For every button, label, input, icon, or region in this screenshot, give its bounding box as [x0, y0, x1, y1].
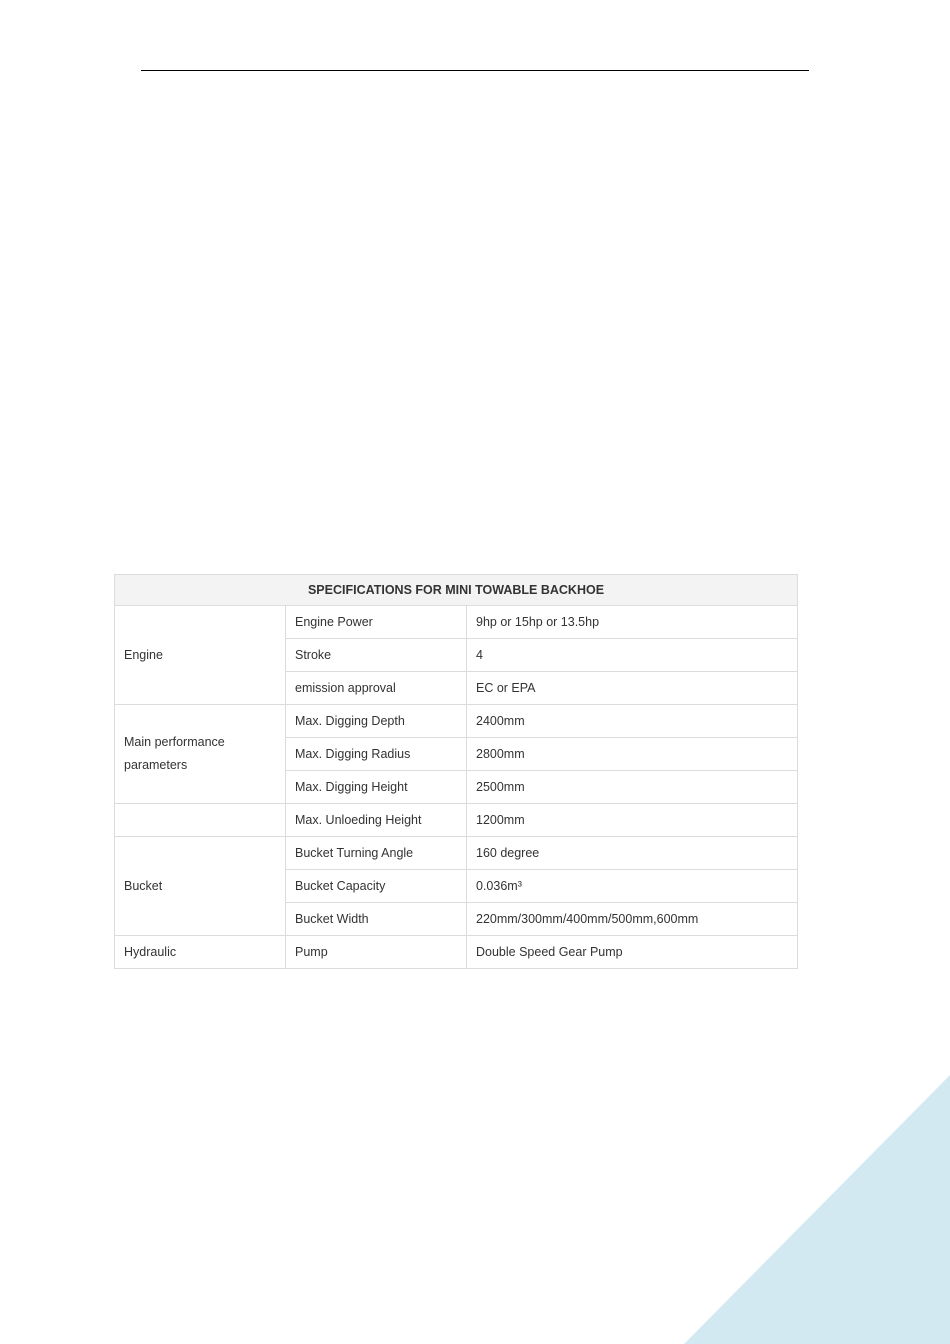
value-cell: 4: [467, 639, 798, 672]
param-cell: Bucket Turning Angle: [286, 837, 467, 870]
table-row: [115, 837, 798, 870]
header-rule: [141, 70, 809, 71]
value-cell: 2400mm: [467, 705, 798, 738]
group-bucket: Bucket: [115, 837, 286, 936]
table-row: [115, 936, 798, 969]
value-cell: 0.036m³: [467, 870, 798, 903]
param-cell: Max. Unloeding Height: [286, 804, 467, 837]
param-cell: Max. Digging Radius: [286, 738, 467, 771]
table-title: SPECIFICATIONS FOR MINI TOWABLE BACKHOE: [115, 575, 798, 606]
spec-table: [114, 574, 798, 969]
group-main-performance: Main performance parameters: [115, 705, 286, 804]
param-cell: Engine Power: [286, 606, 467, 639]
param-cell: Bucket Width: [286, 903, 467, 936]
value-cell: EC or EPA: [467, 672, 798, 705]
param-cell: Max. Digging Depth: [286, 705, 467, 738]
param-cell: Bucket Capacity: [286, 870, 467, 903]
param-cell: emission approval: [286, 672, 467, 705]
table-title-row: [115, 575, 798, 606]
group-engine: Engine: [115, 606, 286, 705]
param-cell: Max. Digging Height: [286, 771, 467, 804]
group-hydraulic: Hydraulic: [115, 936, 286, 969]
value-cell: 2800mm: [467, 738, 798, 771]
corner-triangle: [684, 1075, 950, 1344]
value-cell: 160 degree: [467, 837, 798, 870]
value-cell: 220mm/300mm/400mm/500mm,600mm: [467, 903, 798, 936]
group-empty: [115, 804, 286, 837]
value-cell: 1200mm: [467, 804, 798, 837]
value-cell: 9hp or 15hp or 13.5hp: [467, 606, 798, 639]
value-cell: Double Speed Gear Pump: [467, 936, 798, 969]
table-row: [115, 705, 798, 738]
param-cell: Stroke: [286, 639, 467, 672]
param-cell: Pump: [286, 936, 467, 969]
value-cell: 2500mm: [467, 771, 798, 804]
table-row: [115, 804, 798, 837]
table-row: [115, 606, 798, 639]
